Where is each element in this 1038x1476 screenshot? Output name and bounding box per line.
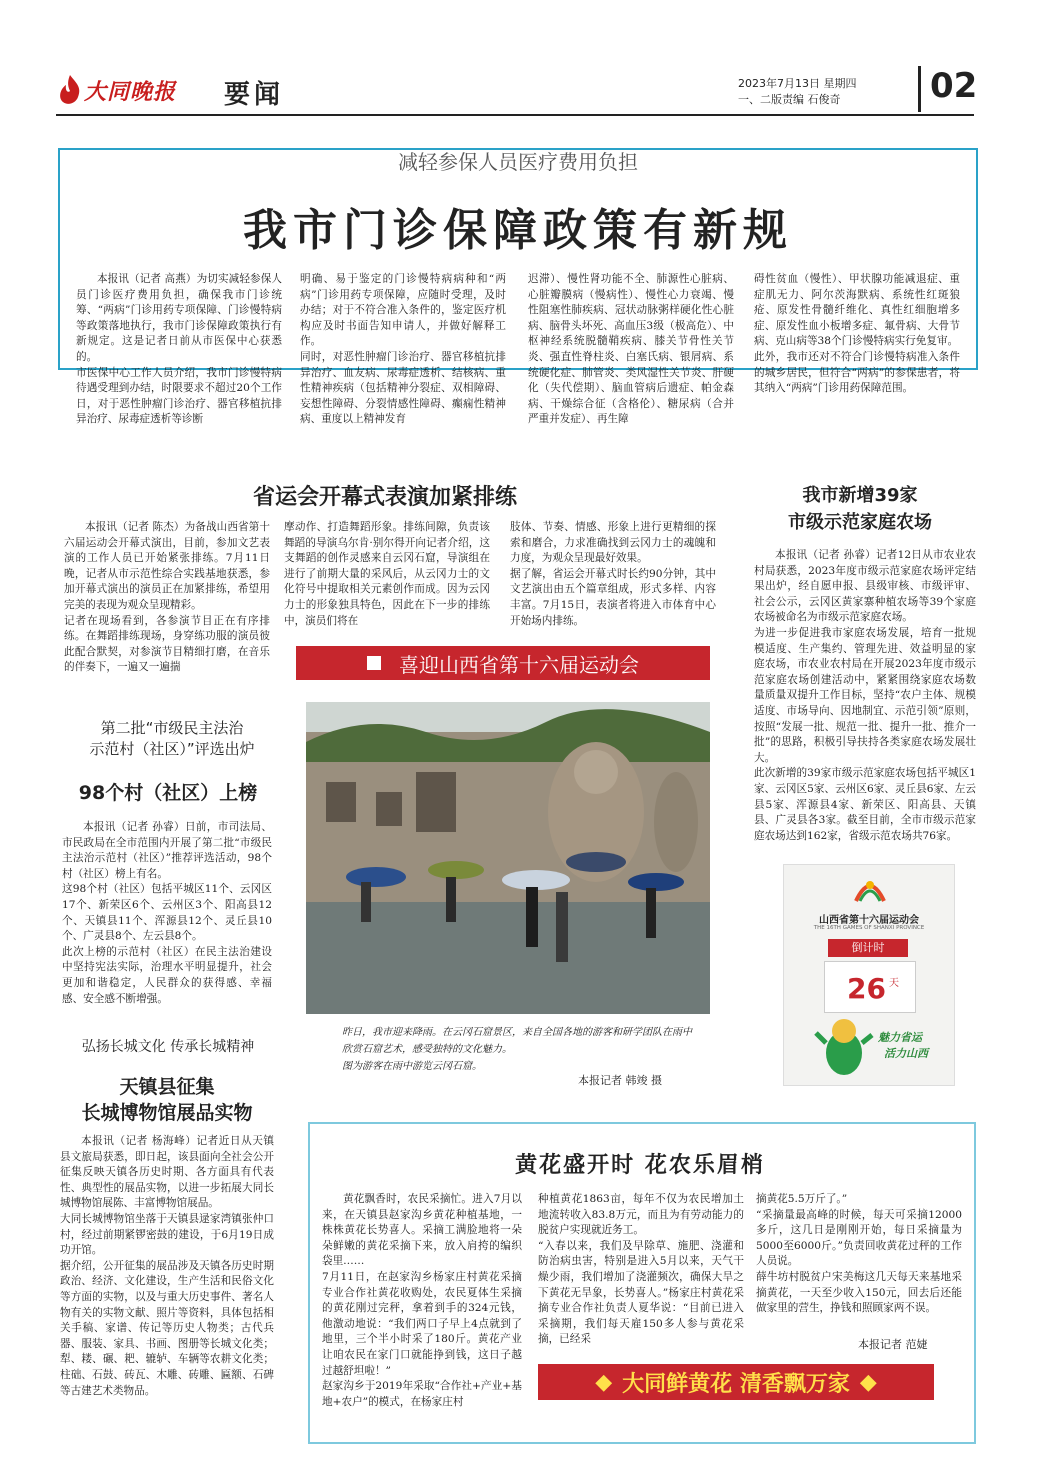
games-banner-text: 喜迎山西省第十六届运动会 — [399, 652, 639, 677]
farm-body: 本报讯（记者 孙睿）记者12日从市农业农村局获悉，2023年度市级示范家庭农场评定结果出炉，经自愿申报、县级审核、市级评审、社会公示，云冈区黄家寨种植农场等39个家庭农场被命名为市级示范家庭农场。 为进一步促进我市家庭农场发展，培育一批规模适度、生产集约、管理先进、效益明显的家庭农场，市农业农村局在开展2023年度市级示范家庭农场创建活动中，紧紧围绕家庭农场数量质量双提升工作目标，坚持“农户主体、规模适度、市场导向、因地制宜、示范引领”原则，按照“发展一批、规范一批、提升一批、推介一批”的思路，积极引导扶持各类家庭农场发展壮大。 此次新增的39家市级示范家庭农场包括平城区1家、云冈区5家、云州区6家、灵丘县6家、左云县5家、浑源县4家、新荣区、阳高县、天镇县、广灵县各3家。截至目前，全市市级示范家庭农场达到162家，省级示范农场共76家。 — [754, 549, 976, 842]
photo-caption — [306, 1014, 710, 1094]
countdown-unit: 天 — [889, 978, 899, 989]
lead-column-1: 本报讯（记者 高燕）为切实减轻参保人员门诊医疗费用负担，确保我市门诊统筹、“两病”门诊用药专项保障、门诊慢特病等政策落地执行，我市门诊保障政策执行有新规定。这是记者日前从市医保中心获悉的。 市医保中心工作人员介绍，我市门诊慢特病待遇受理到办结，时限要求不超过20个工作日，对于恶性肿瘤门诊治疗、器官移植抗排异治疗、尿毒症透析等诊断 — [76, 273, 282, 426]
masthead-rule — [56, 114, 974, 116]
daylily-column-1: 黄花飘香时，农民采摘忙。进入7月以来，在天镇县赵家沟乡黄花种植基地，一株株黄花长势喜人。采摘工满脸地将一朵朵鲜嫩的黄花采摘下来，放入肩挎的编织袋里…… 7月11日，在赵家沟乡杨家庄村黄花采摘专业合作社黄花收购处，农民夏体生采摘的黄花刚过完秤，拿着到手的324元钱，他激动地说：“我们两口子早上4点就到了地里，三个半小时采了180斤。黄花产业让咱农民在家门口就能挣到钱，这日子越过越舒坦啦！” 赵家沟乡于2019年采取“合作社+产业+基地+农户”的模式，在杨家庄村 — [322, 1193, 522, 1408]
lead-column-4: 碍性贫血（慢性）、甲状腺功能减退症、重症肌无力、阿尔茨海默病、系统性红斑狼疮、原发性骨髓纤维化、真性红细胞增多症、原发性血小板增多症、氟骨病、大骨节病、克山病等38个门诊慢特病实行免复审。 此外，我市还对不符合门诊慢特病准入条件的城乡居民，但符合“两病”的参保患者，将其纳入“两病”门诊用药保障范围。 — [754, 273, 960, 395]
yungang-photo — [306, 702, 710, 1014]
masthead-divider — [918, 66, 921, 112]
daylily-credit: 本报记者 范婕 — [858, 1338, 928, 1351]
section-title: 要闻 — [224, 80, 285, 110]
daylily-column-2: 种植黄花1863亩，每年不仅为农民增加土地流转收入83.8万元，而且为有劳动能力的脱贫户实现就近务工。 “入春以来，我们及早除草、施肥、浇灌和防治病虫害，特别是进入5月以来，天气干燥少雨，我们增加了浇灌频次，确保大旱之下黄花无旱象，长势喜人。”杨家庄村黄花采摘专业合作社负责人夏华说：“目前已进入采摘期，我们每天雇150多人参与黄花采摘，已经采 — [538, 1193, 744, 1346]
poster-event-en: THE 16TH GAMES OF SHANXI PROVINCE — [813, 925, 925, 931]
flame-logo-icon — [56, 73, 84, 107]
sports-headline: 省运会开幕式表演加紧排练 — [252, 485, 517, 510]
logo-text: 大同晚报 — [84, 79, 177, 105]
grottoes-illustration — [306, 702, 710, 1014]
lead-kicker: 减轻参保人员医疗费用负担 — [398, 150, 638, 174]
caption-text: 昨日，我市迎来降雨。在云冈石窟景区，来自全国各地的游客和研学团队在雨中欣赏石窟艺术，感受独特的文化魅力。 图为游客在雨中游览云冈石窟。 — [342, 1027, 692, 1072]
village-headline: 98个村（社区）上榜 — [78, 782, 258, 804]
issue-editor: 一、二版责编 石俊奇 — [738, 93, 841, 106]
greatwall-headline: 天镇县征集 长城博物馆展品实物 — [81, 1076, 253, 1124]
issue-meta — [738, 76, 857, 108]
sports-column-2: 摩动作、打造舞蹈形象。排练间隙，负责该舞蹈的导演乌尔肯·别尔得开向记者介绍，这支舞蹈的创作灵感来自云冈石窟，导演组在进行了前期大量的采风后，从云冈力士的文化符号中提取相关元素创作而成。因为云冈力士的形象独具特色，因此在下一步的排练中，演员们将在 — [284, 521, 490, 627]
lead-headline: 我市门诊保障政策有新规 — [243, 205, 793, 256]
poster-countdown-label: 倒计时 — [828, 939, 908, 957]
diamond-bullet-icon: ◆ — [595, 1369, 613, 1395]
poster-slogan-1: 魅力省运 — [878, 1031, 922, 1044]
village-body: 本报讯（记者 孙睿）日前，市司法局、市民政局在全市范围内开展了第二批“市级民主法治示范村（社区）”推荐评选活动，98个村（社区）榜上有名。 这98个村（社区）包括平城区11个、云冈区17个、新荣区6个、云州区3个、阳高县12个、天镇县11个、浑源县12个、灵丘县10个、广灵县8个、左云县8个。 此次上榜的示范村（社区）在民主法治建设中坚持宪法实际，治理水平明显提升，社会更加和谐稳定，人民群众的获得感、幸福感、安全感不断增强。 — [62, 821, 272, 1005]
sports-column-1: 本报讯（记者 陈杰）为备战山西省第十六届运动会开幕式演出，目前，参加文艺表演的工作人员已开始紧张排练。7月11日晚，记者从市示范性综合实践基地获悉，参加开幕式演出的演员正在加紧排练，希望用完美的表现为观众呈现精彩。 记者在现场看到，各参演节目正在有序排练。在舞蹈排练现场，身穿练功服的演员彼此配合默契，对参演节目精细打磨，在音乐的伴奏下，一遍又一遍揣 — [64, 521, 270, 674]
poster-event-name: 山西省第十六届运动会 — [819, 915, 919, 926]
lead-column-2: 明确、易于鉴定的门诊慢特病病种和“两病”门诊用药专项保障，应随时受理，及时办结；对于不符合准入条件的，鉴定医疗机构应及时书面告知申请人，并做好解释工作。 同时，对恶性肿瘤门诊治疗、器官移植抗排异治疗、血友病、尿毒症透析、结核病、重性精神疾病（包括精神分裂症、双相障碍、妄想性障碍、分裂情感性障碍、癫痫性精神病、重度以上精神发育 — [300, 273, 506, 426]
photo-credit: 本报记者 韩竣 摄 — [578, 1074, 662, 1087]
games-countdown-poster — [783, 864, 955, 1086]
countdown-card — [824, 961, 916, 1013]
issue-date: 2023年7月13日 星期四 — [738, 77, 857, 90]
lead-column-3: 迟滞）、慢性肾功能不全、肺源性心脏病、心脏瓣膜病（慢病性）、慢性心力衰竭、慢性阻塞性肺疾病、冠状动脉粥样硬化性心脏病、脑骨头坏死、高血压3级（极高危）、中枢神经系统脱髓鞘疾病、膝关节骨性关节炎、强直性脊柱炎、白塞氏病、银屑病、系统硬化症、肺管炎、类风湿性关节炎、肝硬化（失代偿期）、脑血管病后遗症、帕金森病、干燥综合征（含格伦）、糖尿病（合并严重并发症）、再生障 — [528, 273, 734, 426]
greatwall-body: 本报讯（记者 杨海峰）记者近日从天镇县文旅局获悉，即日起，该县面向全社会公开征集反映天镇各历史时期、各方面具有代表性、典型性的展品实物，以进一步拓展大同长城博物馆展陈、丰富博物馆展品。 大同长城博物馆坐落于天镇县逯家湾镇张仲口村，经过前期紧锣密鼓的建设，于6月19日成功开馆。 据介绍，公开征集的展品涉及天镇各历史时期政治、经济、文化建设，生产生活和民俗文化等方面的实物，以及与重大历史事件、著名人物有关的实物文献、照片等资料，具体包括相关手稿、家谱、传记等历史人物类；古代兵器、服装、家具、书画、图册等长城文化类；犁、耧、碾、耙、辘轳、车辆等农耕文化类；柱础、石鼓、砖瓦、木雕、砖雕、匾额、石碑等古建艺术类物品。 — [60, 1135, 274, 1397]
village-kicker: 第二批“市级民主法治 示范村（社区）”评选出炉 — [89, 719, 255, 758]
greatwall-kicker: 弘扬长城文化 传承长城精神 — [81, 1039, 255, 1055]
mascot-icon — [814, 1013, 874, 1079]
poster-slogan-2: 活力山西 — [884, 1047, 928, 1060]
daylily-banner — [538, 1364, 934, 1400]
sports-column-3: 肢体、节奏、情感、形象上进行更精细的探索和磨合，力求准确找到云冈力士的魂魄和力度，为观众呈现最好效果。 据了解，省运会开幕式时长约90分钟，其中文艺演出由五个篇章组成，形式多样、内容丰富。7月15日，表演者将进入市体育中心开始场内排练。 — [510, 521, 716, 627]
diamond-bullet-icon: ◆ — [859, 1369, 877, 1395]
games-banner — [296, 646, 710, 680]
daylily-banner-text: 大同鲜黄花 清香飘万家 — [622, 1371, 850, 1397]
page-number: 02 — [930, 66, 978, 106]
farm-headline: 我市新增39家 市级示范家庭农场 — [788, 485, 932, 533]
newspaper-logo — [56, 70, 206, 110]
countdown-days: 26 — [847, 972, 886, 1005]
daylily-headline: 黄花盛开时 花农乐眉梢 — [515, 1153, 765, 1178]
daylily-column-3: 摘黄花5.5万斤了。” “采摘量最高峰的时候，每天可采摘12000多斤，这几日是刚刚开始，每日采摘量为5000至6000斤。”负责回收黄花过秤的工作人员说。 薛牛坊村脱贫户宋美梅这几天每天来基地采摘黄花，一天至少收入150元，回去后还能做家里的营生，挣钱和照顾家两不误。 — [756, 1193, 962, 1315]
square-bullet-icon — [367, 656, 381, 670]
games-emblem-icon — [850, 871, 890, 907]
